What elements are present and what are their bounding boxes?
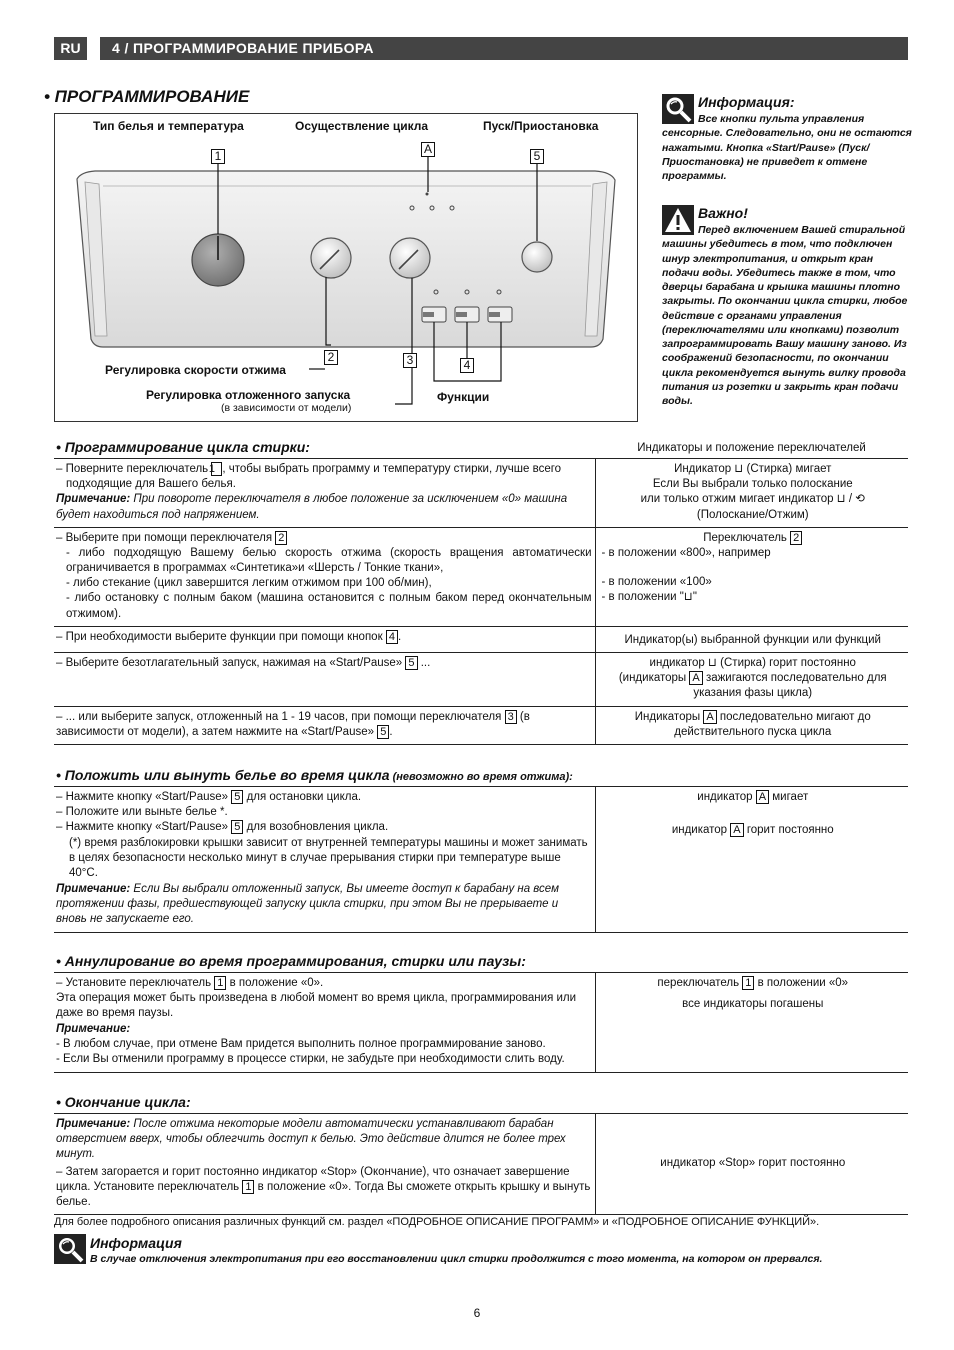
indicator-text: Если Вы выбрали только полоскание <box>652 478 853 491</box>
table-row <box>54 973 908 1073</box>
info-panel-title: Информация: <box>698 94 795 110</box>
table-row <box>54 787 908 933</box>
ref-box: A <box>703 710 716 724</box>
indicator-text: последовательно мигают до <box>716 710 871 723</box>
warning-panel <box>662 204 912 408</box>
info-panel-text: Все кнопки пульта управления сенсорные. Следовательно, они не остаются нажатыми. Кнопка «Start/Pause» (Пуск/Приостановка) не приведет к отмене программы. <box>662 113 912 183</box>
note-text: После отжима некоторые модели автоматически устанавливают барабан отверстием вверх, чтобы облегчить доступ к белью. Это действие длится не более трех минут. <box>56 1118 566 1161</box>
indicator-text: индикатор ⊔ (Стирка) горит постоянно <box>649 656 856 669</box>
row-text: – Выберите безотлагательный запуск, нажимая на «Start/Pause» <box>56 656 403 669</box>
indicator-text: Индикаторы <box>634 710 701 723</box>
indicator-text: зажигаются последовательно для <box>702 672 887 685</box>
label-spin-speed: Регулировка скорости отжима <box>105 363 286 377</box>
row-text: – Поверните переключатель <box>56 463 209 475</box>
ref-box: 1 <box>211 462 222 476</box>
row-text: ... <box>417 656 431 669</box>
row-text: - В любом случае, при отмене Вам придется выполнить полное программирование заново. <box>56 1037 546 1050</box>
warning-panel-title: Важно! <box>698 205 748 221</box>
row-text: - либо стекание (цикл завершится легким отжимом при 100 об/мин), <box>66 577 432 590</box>
ref-box: 1 <box>214 976 226 990</box>
indicator-text: переключатель <box>657 977 740 989</box>
row-text: для остановки цикла. <box>243 791 362 803</box>
info-panel <box>662 93 912 183</box>
row-text: . <box>389 726 393 739</box>
section-cancel-title: • Аннулирование во время программирования, стирки или паузы: <box>56 953 526 969</box>
indicator-text: все индикаторы погашены <box>682 998 824 1011</box>
label-start-pause: Пуск/Приостановка <box>483 119 599 133</box>
bottom-info-title: Информация <box>90 1235 182 1251</box>
marker-1: 1 <box>211 149 225 164</box>
row-text: – Выберите при помощи переключателя <box>56 531 273 544</box>
note-text: При повороте переключателя в любое положение за исключением «0» машина будет находиться под напряжением. <box>56 493 568 521</box>
end-table <box>54 1113 908 1215</box>
marker-a: A <box>421 142 435 157</box>
indicator-text: мигает <box>769 791 809 803</box>
section-end-title: • Окончание цикла: <box>56 1094 191 1110</box>
ref-box: A <box>730 823 743 837</box>
indicator-text: - в положении "⊔" <box>601 591 697 604</box>
indicator-text: Индикатор ⊔ (Стирка) мигает <box>674 463 832 475</box>
table-row <box>54 527 908 626</box>
row-text: - либо остановку с полным баком (машина остановится с полным баком перед окончательным отжимом). <box>66 592 592 620</box>
row-text: Эта операция может быть произведена в любой момент во время цикла, программирования или даже во время паузы. <box>56 992 577 1020</box>
indicator-text: указания фазы цикла) <box>693 687 813 700</box>
indicator-text: горит постоянно <box>743 824 834 837</box>
note-label: Примечание: <box>56 1118 131 1130</box>
row-text: – Нажмите кнопку «Start/Pause» <box>56 791 229 803</box>
ref-box: 5 <box>377 725 389 739</box>
row-text: в положение «0». Тогда Вы сможете открыть крышку и вынуть белье. <box>56 1180 591 1208</box>
programming-table <box>54 458 908 745</box>
row-text: – ... или выберите запуск, отложенный на 1 - 19 часов, при помощи переключателя <box>56 710 502 723</box>
ref-box: 5 <box>405 656 417 670</box>
ref-box: A <box>756 790 769 804</box>
label-functions: Функции <box>437 390 490 404</box>
marker-4: 4 <box>460 358 474 373</box>
footer-reference-note: Для более подробного описания различных функций см. раздел «ПОДРОБНОЕ ОПИСАНИЕ ПРОГРАММ» и «ПОДРОБНОЕ ОПИСАНИЕ ФУНКЦИЙ». <box>54 1216 820 1228</box>
row-text: для возобновления цикла. <box>243 821 389 834</box>
table-row <box>54 626 908 652</box>
warning-icon <box>662 205 694 235</box>
indicator-text: индикатор <box>671 824 728 837</box>
row-text: – Положите или выньте белье *. <box>56 806 228 819</box>
marker-2: 2 <box>324 350 338 365</box>
note-label: Примечание: <box>56 883 131 896</box>
label-delay-start: Регулировка отложенного запуска <box>146 388 351 402</box>
row-text: (*) время разблокировки крышки зависит от внутренней температуры машины и может занимать в целях безопасности несколько минут в случае прерывания стирки при температуре выше 40°C. <box>69 836 588 879</box>
section-title-note: (невозможно во время отжима): <box>389 771 573 783</box>
table-row <box>54 1114 908 1215</box>
row-text: . <box>397 630 402 643</box>
section-title-text: • Положить или вынуть белье во время цикла <box>56 767 390 783</box>
indicator-text: (Полоскание/Отжим) <box>696 508 809 521</box>
row-text: , чтобы выбрать программу и температуру стирки, лучше всего подходящие для Вашего белья. <box>66 463 562 491</box>
section-programming-right-header: Индикаторы и положение переключателей <box>637 442 866 454</box>
indicator-text: действительного пуска цикла <box>674 726 832 739</box>
indicator-text: (индикаторы <box>618 672 687 685</box>
table-row <box>54 459 908 528</box>
ref-box: 3 <box>505 710 517 724</box>
label-laundry-type: Тип белья и температура <box>93 119 244 133</box>
label-cycle-progress: Осуществление цикла <box>295 119 429 133</box>
page-number: 6 <box>473 1306 481 1320</box>
magnifier-info-icon <box>54 1234 86 1264</box>
indicator-text: - в положении «100» <box>601 576 712 589</box>
page-title: • ПРОГРАММИРОВАНИЕ <box>44 87 250 106</box>
control-panel-diagram <box>54 113 638 422</box>
row-text: – Затем загорается и горит постоянно индикатор «Stop» (Окончание), что означает завершение цикла. Установите переключатель <box>56 1165 570 1193</box>
section-programming-title: • Программирование цикла стирки: <box>56 439 310 455</box>
row-text: - либо подходящую Вашему белью скорость отжима (скорость вращения автоматически ограничивается в программах «Синтетика»и «Шерсть / Тонкие ткани», <box>66 546 592 575</box>
ref-box: 4 <box>386 630 398 644</box>
note-label: Примечание: <box>56 493 131 506</box>
table-row <box>54 706 908 744</box>
indicator-text: индикатор «Stop» горит постоянно <box>660 1156 846 1169</box>
ref-box: 1 <box>742 976 754 990</box>
indicator-text: в положении «0» <box>754 977 849 989</box>
row-text: - Если Вы отменили программу в процессе стирки, не забудьте при необходимости слить воду. <box>56 1052 565 1065</box>
marker-3: 3 <box>403 353 417 368</box>
row-text: – Установите переключатель <box>56 977 212 989</box>
note-label: Примечание: <box>56 1022 131 1035</box>
marker-5: 5 <box>530 149 544 164</box>
indicator-text: Индикатор(ы) выбранной функции или функций <box>624 633 881 646</box>
warning-panel-text: Перед включением Вашей стиральной машины убедитесь в том, что подключен шнур электропитания, и открыт кран подачи воды. Убедитесь также в том, что дверцы барабана и крышка машины плотно закрыты. По окончании цикла стирки, любое действие с органами управления (переключателями или кнопками) позволит запрограммировать Вашу машину заново. Из соображений безопасности, по окончании цикла рекомендуется вынуть вилку провода питания из розетки и закрыть кран подачи воды. <box>662 224 908 408</box>
row-text: – При необходимости выберите функции при помощи кнопок <box>56 630 383 643</box>
row-text: в положение «0». <box>226 977 324 989</box>
magnifier-info-icon <box>662 94 694 124</box>
cancel-table <box>54 972 908 1073</box>
indicator-text: - в положении «800», например <box>601 546 771 559</box>
row-text: – Нажмите кнопку «Start/Pause» <box>56 821 229 834</box>
ref-box: 1 <box>242 1180 254 1194</box>
indicator-text: или только отжим мигает индикатор ⊔ / ⟲ <box>640 493 865 506</box>
bottom-info-panel <box>54 1234 914 1268</box>
row-text: (в зависимости от модели), а затем нажмите на «Start/Pause» <box>56 710 530 739</box>
laundry-table <box>54 786 908 933</box>
ref-box: 2 <box>790 531 802 545</box>
bottom-info-text: В случае отключения электропитания при его восстановлении цикл стирки продолжится с того момента, на котором он прервался. <box>90 1253 823 1266</box>
table-row <box>54 652 908 706</box>
ref-box: 5 <box>231 790 243 804</box>
section-laundry-title <box>56 766 573 785</box>
chapter-header: 4 / ПРОГРАММИРОВАНИЕ ПРИБОРА <box>100 37 908 60</box>
ref-box: 5 <box>231 820 243 834</box>
note-text: Если Вы выбрали отложенный запуск, Вы имеете доступ к барабану на всем протяжении фазы, предшествующей запуску цикла стирки, при этом Вы не прерываете и вновь не запускаете его. <box>56 883 559 926</box>
ref-box: 2 <box>275 531 287 545</box>
indicator-text: Переключатель <box>703 531 787 544</box>
label-delay-note: (в зависимости от модели) <box>221 402 352 414</box>
language-badge: RU <box>54 37 87 60</box>
ref-box: A <box>689 671 702 685</box>
indicator-text: индикатор <box>697 791 753 803</box>
